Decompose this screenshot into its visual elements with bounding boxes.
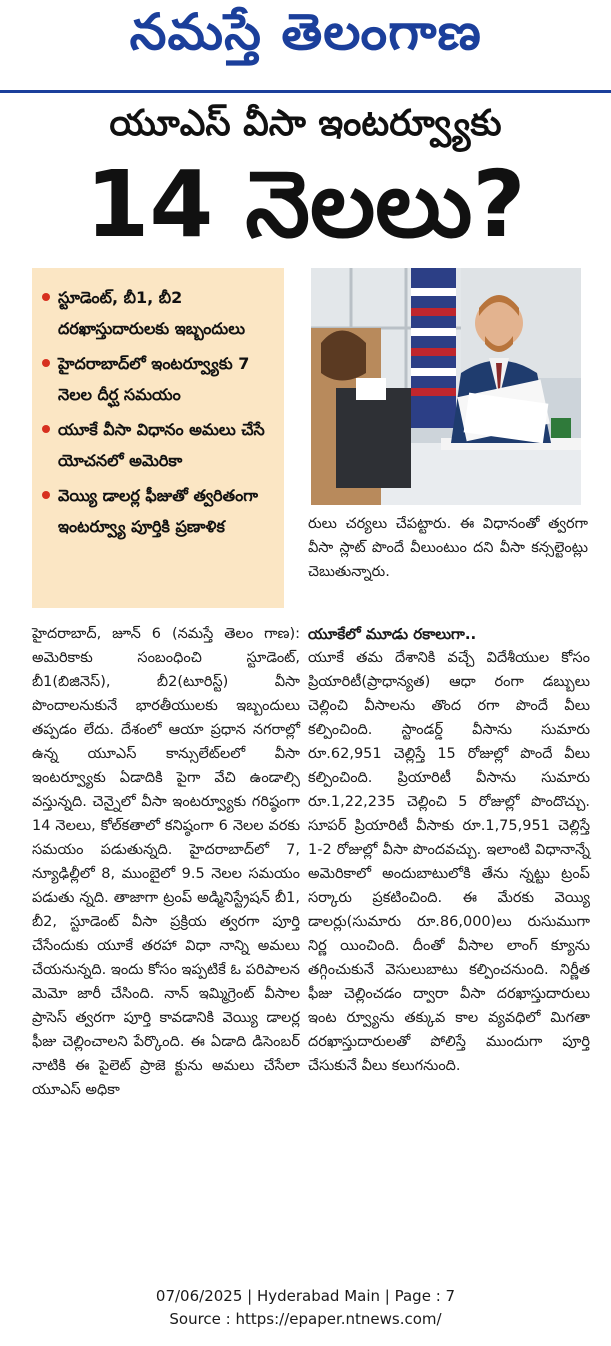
masthead-rule (0, 90, 611, 93)
article-subhead: యూకేలో మూడు రకాలుగా.. (308, 625, 477, 643)
highlights-box (32, 268, 284, 608)
highlight-item: హైదరాబాద్‌లో ఇంటర్వ్యూకు 7 నెలల దీర్ఘ సమయం (42, 348, 276, 410)
headline-kicker: యూఎస్ వీసా ఇంటర్వ్యూకు (109, 103, 502, 144)
bullet-icon (42, 293, 50, 301)
article-column-right-text: యూకే తమ దేశానికి వచ్చే విదేశీయుల కోసం ప్రియారిటీ(ప్రాధాన్యత) ఆధా రంగా డబ్బులు చెల్లించి వీసాలను తొంద రగా పొందే వీలు కల్పించింది. స్టాండర్డ్ వీసాను సుమారు రూ.62,951 చెల్లిస్తే 15 రోజుల్లో పొందే వీలు కల్పించింది. ప్రియారిటీ వీసాను సుమారు రూ.1,22,235 చెల్లించి 5 రోజుల్లో పొందొచ్చు. సూపర్ ప్రియారిటీ వీసాకు రూ.1,75,951 చెల్లిస్తే 1-2 రోజుల్లో వీసా పొందవచ్చు. ఇలాంటి విధానాన్నే అమెరికాలో అందుబాటులోకి తేను న్నట్టు ట్రంప్ సర్కారు ప్రకటించింది. ఈ మేరకు వెయ్యి డాలర్లు(సుమారు రూ.86,000)లు రుసుముగా నిర్ణ యించింది. దీంతో వీసాల లాంగ్ క్యూను తగ్గించుకునే వెసులుబాటు కల్పించనుంది. నిర్ణీత ఫీజు చెల్లించడం ద్వారా వీసా దరఖాస్తుదారులు ఇంట ర్వ్యూను తక్కువ కాల వ్యవధిలో మిగతా దరఖాస్తుదారులతో పోలిస్తే ముందుగా పూర్తి చేసుకునే వీలు కలుగనుంది. (308, 650, 590, 1074)
newspaper-masthead (0, 0, 611, 88)
highlight-item: వెయ్యి డాలర్ల ఫీజుతో త్వరితంగా ఇంటర్వ్యూ పూర్తికి ప్రణాళిక (42, 480, 276, 542)
bullet-icon (42, 491, 50, 499)
article-column-right (308, 622, 590, 1078)
bullet-icon (42, 425, 50, 433)
bullet-icon (42, 359, 50, 367)
footer-source-link[interactable]: Source : https://epaper.ntnews.com/ (169, 1310, 442, 1328)
article-text-continuation: రులు చర్యలు చేపట్టారు. ఈ విధానంతో త్వరగా వీసా స్లాట్ పొందే వీలుంటుం దని వీసా కన్సల్టెంట్లు చెబుతున్నారు. (308, 516, 588, 580)
article-photo (311, 268, 581, 505)
highlight-item: యూకే వీసా విధానం అమలు చేసే యోచనలో అమెరికా (42, 414, 276, 476)
article-column-left: హైదరాబాద్, జూన్ 6 (నమస్తే తెలం గాణ): అమెరికాకు సంబంధించి స్టూడెంట్, బీ1(బిజినెస్), బీ2(టూరిస్ట్) వీసా పొందాలనుకునే భారతీయులకు ఇబ్బందులు తప్పడం లేదు. దేశంలో ఆయా ప్రధాన నగరాల్లో ఉన్న యూఎస్ కాన్సులేట్‌లలో వీసా ఇంటర్వ్యూకు ఏడాదికి పైగా వేచి ఉండాల్సి వస్తున్నది. చెన్నైలో వీసా ఇంటర్వ్యూకు గరిష్ఠంగా 14 నెలలు, కోల్‌కతాలో కనిష్ఠంగా 6 నెలల వరకు సమయం పడుతున్నది. హైదరాబాద్‌లో 7, న్యూఢిల్లీలో 8, ముంబైలో 9.5 నెలల సమయం పడుతు న్నది. తాజాగా ట్రంప్ అడ్మినిస్ట్రేషన్ బీ1, బీ2, స్టూడెంట్ వీసా ప్రక్రియ త్వరగా పూర్తి చేసేందుకు యూకే తరహా విధా నాన్ని అమలు చేయనున్నది. ఇందు కోసం ఇప్పటికే ఓ పరిపాలన మెమో జారీ చేసింది. నాన్ ఇమ్మిగ్రెంట్ వీసాల ప్రాసెస్ త్వరగా పూర్తి కావడానికి వెయ్యి డాలర్ల ఫీజు చెల్లించాలని పేర్కొంది. ఈ ఏడాది డిసెంబర్ నాటికి ఈ పైలెట్ ప్రాజె క్టును అమలు చేసేలా యూఎస్ అధికా (32, 626, 300, 1098)
highlight-item: స్టూడెంట్, బీ1, బీ2 దరఖాస్తుదారులకు ఇబ్బందులు (42, 282, 276, 344)
masthead-title: నమస్తే తెలంగాణ (129, 2, 482, 61)
headline: 14 నెలలు? (85, 151, 526, 258)
footer-date-edition: 07/06/2025 | Hyderabad Main | Page : 7 (155, 1287, 456, 1305)
